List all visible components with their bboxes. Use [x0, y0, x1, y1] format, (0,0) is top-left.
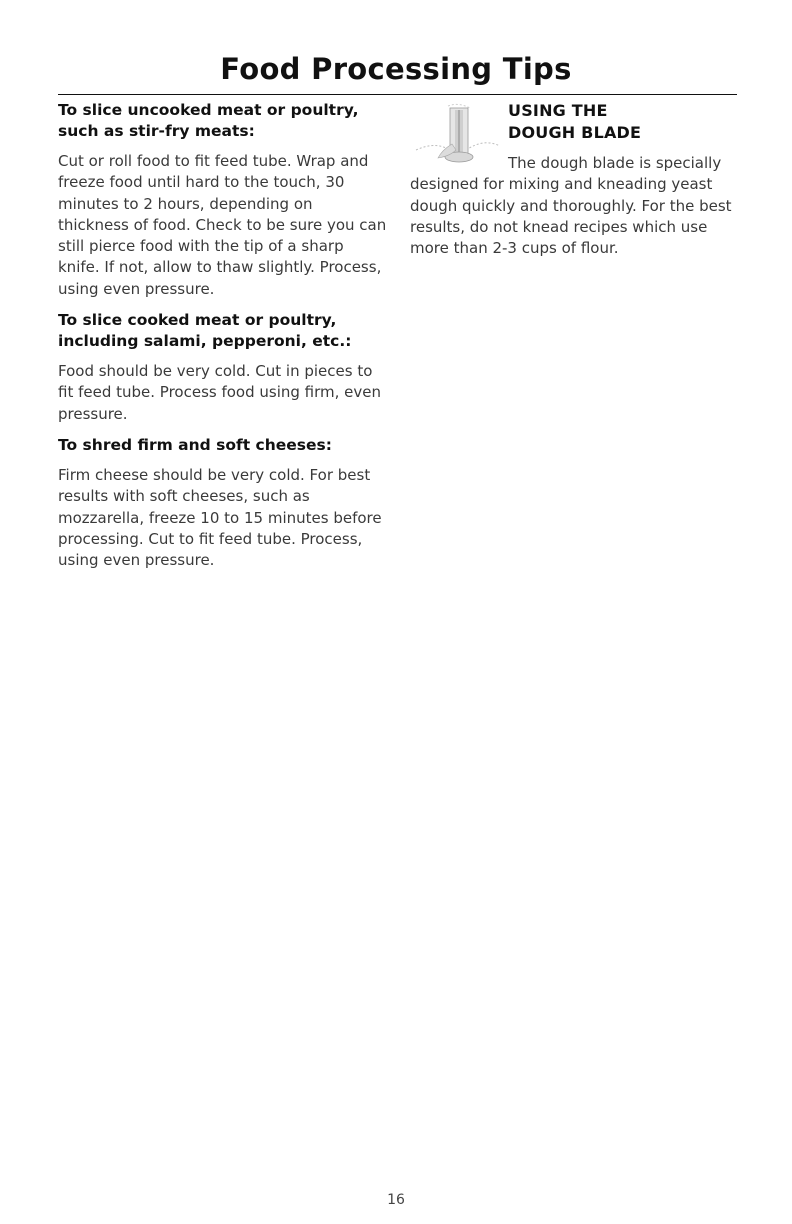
- page-title: Food Processing Tips: [220, 52, 572, 86]
- right-column: [410, 100, 740, 269]
- section-heading: To slice cooked meat or poultry, including salami, pepperoni, etc.:: [58, 311, 352, 351]
- section-shred-cheese: [58, 435, 388, 571]
- section-cooked-meat: [58, 310, 388, 425]
- section-body: Firm cheese should be very cold. For best results with soft cheeses, such as mozzarella, freeze 10 to 15 minutes before processing. Cut to fit feed tube. Process, using even pressure.: [58, 465, 382, 570]
- section-body: Cut or roll food to fit feed tube. Wrap and freeze food until hard to the touch, 30 minutes to 2 hours, depending on thickness of food. Check to be sure you can still pierce food with the tip of a sharp knife. If not, allow to thaw slightly. Process, using even pressure.: [58, 152, 387, 298]
- section-body: Food should be very cold. Cut in pieces to fit feed tube. Process food using firm, even pressure.: [58, 362, 382, 423]
- page-number: 16: [387, 1192, 405, 1208]
- section-heading: To shred firm and soft cheeses:: [58, 435, 332, 454]
- dough-blade-icon: [408, 100, 504, 166]
- blade-heading-line1: USING THE: [508, 101, 608, 120]
- blade-heading-line2: DOUGH BLADE: [508, 123, 642, 142]
- left-column: [58, 100, 388, 581]
- section-heading: To slice uncooked meat or poultry, such as stir-fry meats:: [58, 101, 359, 140]
- title-rule: [58, 94, 737, 95]
- blade-body: The dough blade is specially designed for mixing and kneading yeast dough quickly and thoroughly. For the best results, do not knead recipes which use more than 2-3 cups of flour.: [410, 154, 732, 258]
- section-uncooked-meat: [58, 100, 388, 300]
